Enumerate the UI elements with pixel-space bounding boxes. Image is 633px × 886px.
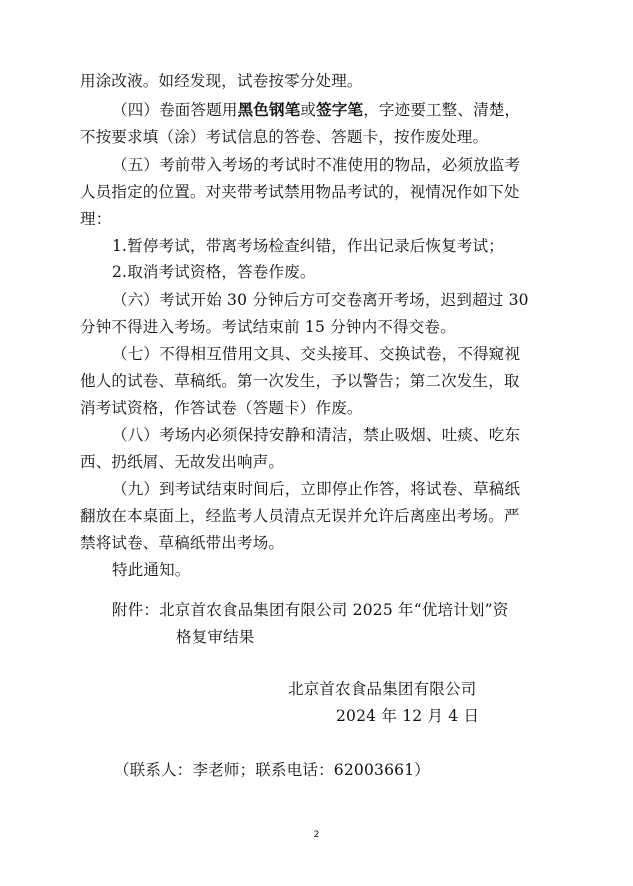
- text-line: 1.暂停考试，带离考场检查纠错，作出记录后恢复考试；: [112, 237, 504, 255]
- attachment-line-continued: 格复审结果: [176, 628, 255, 646]
- text-line: 分钟不得进入考场。考试结束前 15 分钟内不得交卷。: [80, 318, 456, 336]
- attachment-line: 附件：北京首农食品集团有限公司 2025 年“优培计划”资: [112, 601, 509, 619]
- text-line: 不按要求填（涂）考试信息的答卷、答题卡，按作废处理。: [80, 128, 489, 146]
- text-line: 他人的试卷、草稿纸。第一次发生，予以警告；第二次发生，取: [80, 372, 520, 390]
- bold-text-signature-pen: 签字笔: [316, 101, 364, 119]
- text-line: 2.取消考试资格，答卷作废。: [112, 263, 316, 281]
- signature-organization: 北京首农食品集团有限公司: [288, 680, 477, 698]
- signature-date: 2024 年 12 月 4 日: [336, 707, 480, 725]
- page-number: 2: [313, 830, 320, 840]
- text-line: 特此通知。: [112, 561, 191, 579]
- text-line: 禁将试卷、草稿纸带出考场。: [80, 534, 285, 552]
- bold-text-black-pen: 黑色钢笔: [237, 101, 301, 119]
- text-line: （九）到考试结束时间后，立即停止作答，将试卷、草稿纸: [112, 480, 521, 498]
- text-line: 消考试资格，作答试卷（答题卡）作废。: [80, 399, 363, 417]
- text-line: （五）考前带入考场的考试时不准使用的物品，必须放监考: [112, 156, 521, 174]
- text-line: （八）考场内必须保持安静和清洁，禁止吸烟、吐痰、吃东: [112, 426, 521, 444]
- text-line: （六）考试开始 30 分钟后方可交卷离开考场，迟到超过 30: [112, 291, 529, 309]
- contact-info: （联系人：李老师；联系电话：62003661）: [114, 761, 430, 779]
- text-line: 理：: [80, 210, 112, 228]
- text-segment: 或: [300, 101, 317, 119]
- text-line: 西、扔纸屑、无故发出响声。: [80, 453, 285, 471]
- text-segment: （四）卷面答题用: [112, 101, 238, 119]
- text-line: 人员指定的位置。对夹带考试禁用物品考试的，视情况作如下处: [80, 183, 520, 201]
- text-segment: ，字迹要工整、清楚，: [363, 101, 521, 119]
- text-line: 翻放在本桌面上，经监考人员清点无误并允许后离座出考场。严: [80, 507, 520, 525]
- text-line: （七）不得相互借用文具、交头接耳、交换试卷，不得窥视: [112, 345, 521, 363]
- text-line-rule-4: [112, 100, 520, 120]
- text-line: 用涂改液。如经发现，试卷按零分处理。: [80, 72, 363, 90]
